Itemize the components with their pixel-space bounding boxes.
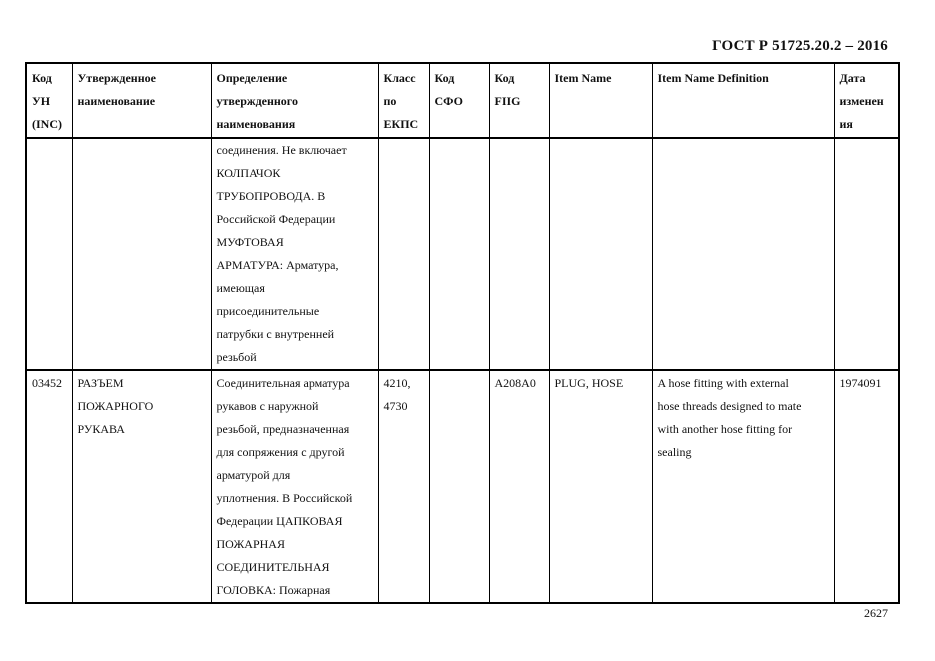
cell-change-date [834, 138, 899, 370]
cell-sfo-code [429, 370, 489, 603]
col-header-change-date: Дата изменен ия [834, 63, 899, 138]
cell-inc [26, 138, 72, 370]
col-header-definition: Определение утвержденного наименования [211, 63, 378, 138]
col-header-ekps-class: Класс по ЕКПС [378, 63, 429, 138]
gost-classification-table [25, 62, 900, 604]
cell-approved-name: РАЗЪЕМ ПОЖАРНОГО РУКАВА [72, 370, 211, 603]
document-id: ГОСТ Р 51725.20.2 – 2016 [712, 38, 888, 54]
cell-inc: 03452 [26, 370, 72, 603]
cell-item-name-definition [652, 138, 834, 370]
col-header-item-name: Item Name [549, 63, 652, 138]
cell-definition: Соединительная арматура рукавов с наружной резьбой, предназначенная для сопряжения с другой арматурой для уплотнения. В Российской Федерации ЦАПКОВАЯ ПОЖАРНАЯ СОЕДИНИТЕЛЬНАЯ ГОЛОВКА: Пожарная [211, 370, 378, 603]
header-row [26, 63, 899, 138]
cell-definition: соединения. Не включает КОЛПАЧОК ТРУБОПРОВОДА. В Российской Федерации МУФТОВАЯ АРМАТУРА: Арматура, имеющая присоединительные патрубки с внутренней резьбой [211, 138, 378, 370]
cell-approved-name [72, 138, 211, 370]
col-header-fiig-code: Код FIIG [489, 63, 549, 138]
col-header-approved-name: Утвержденное наименование [72, 63, 211, 138]
cell-item-name [549, 138, 652, 370]
table-row [26, 370, 899, 603]
cell-sfo-code [429, 138, 489, 370]
col-header-sfo-code: Код СФО [429, 63, 489, 138]
cell-ekps-class [378, 138, 429, 370]
col-header-inc: Код УН (INC) [26, 63, 72, 138]
cell-ekps-class: 4210, 4730 [378, 370, 429, 603]
col-header-item-name-definition: Item Name Definition [652, 63, 834, 138]
cell-fiig-code: A208A0 [489, 370, 549, 603]
cell-fiig-code [489, 138, 549, 370]
table-row [26, 138, 899, 370]
cell-item-name-definition: A hose fitting with external hose threads designed to mate with another hose fitting for sealing [652, 370, 834, 603]
cell-change-date: 1974091 [834, 370, 899, 603]
cell-item-name: PLUG, HOSE [549, 370, 652, 603]
page-number: 2627 [864, 606, 888, 620]
